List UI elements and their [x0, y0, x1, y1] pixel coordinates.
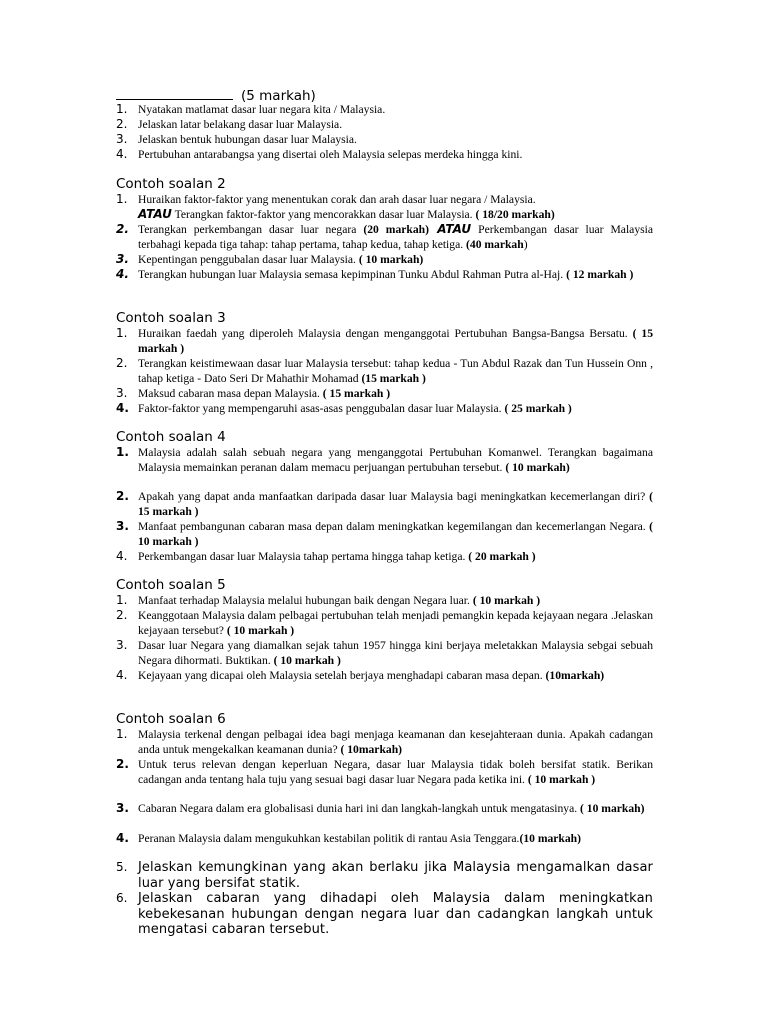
item-number: 1. — [116, 445, 129, 459]
item-text — [138, 356, 653, 386]
marks-label: ( 10markah) — [340, 743, 403, 756]
question-text: Faktor-faktor yang mempengaruhi asas-asas penggubalan dasar luar Malaysia. — [138, 402, 505, 415]
item-text — [138, 489, 653, 519]
item-number: 2. — [116, 489, 129, 503]
item-number: 1. — [116, 727, 128, 741]
question-text: Maksud cabaran masa depan Malaysia. — [138, 387, 323, 400]
marks-label: (15 markah ) — [361, 372, 426, 385]
item-number: 1. — [116, 593, 128, 607]
marks-label: ( 15 markah ) — [138, 490, 653, 518]
marks-label: ( 10 markah) — [580, 802, 645, 815]
question-text: Keanggotaan Malaysia dalam pelbagai pertubuhan telah menjadi pemangkin kepada kejayaan negara .Jelaskan kejayaan tersebut? — [138, 609, 653, 637]
question-text: Kejayaan yang dicapai oleh Malaysia setelah berjaya menghadapi cabaran masa depan. — [138, 669, 546, 682]
item-number: 4. — [116, 267, 129, 281]
item-text — [138, 668, 653, 683]
item-number: 1. — [116, 326, 128, 340]
marks-label: ( 10 markah ) — [472, 594, 541, 607]
marks-label: ( 15 markah ) — [322, 387, 391, 400]
section-3-title: Contoh soalan 3 — [116, 310, 226, 326]
question-text: Dasar luar Negara yang diamalkan sejak tahun 1957 hingga kini berjaya meletakkan Malaysia sebgai sebuah Negara dihormati. Buktikan. — [138, 639, 653, 667]
item-number: 2. — [116, 222, 129, 236]
item-text: Pertubuhan antarabangsa yang disertai oleh Malaysia selepas merdeka hingga kini. — [138, 148, 523, 161]
marks-label: ( 10 markah) — [358, 253, 424, 266]
item-text — [138, 831, 653, 846]
section-2-title: Contoh soalan 2 — [116, 176, 226, 192]
item-text — [138, 638, 653, 668]
marks-label: ( 10 markah ) — [226, 624, 295, 637]
atau-label: ATAU — [428, 222, 472, 236]
item-number: 1. — [116, 102, 128, 116]
item-number: 3. — [116, 638, 128, 652]
item-text — [138, 727, 653, 757]
item-number: 6. — [116, 891, 128, 905]
question-text: Manfaat pembangunan cabaran masa depan dalam meningkatkan kegemilangan dan kecemerlangan Negara. — [138, 520, 650, 533]
item-text: Jelaskan bentuk hubungan dasar luar Malaysia. — [138, 133, 357, 146]
question-text: Perkembangan dasar luar Malaysia tahap pertama hingga tahap ketiga. — [138, 550, 469, 563]
item-text — [138, 267, 653, 282]
item-number: 3. — [116, 386, 128, 400]
question-text: Huraikan faedah yang diperoleh Malaysia dengan menganggotai Pertubuhan Bangsa-Bangsa Bersatu. — [138, 327, 633, 340]
item-number: 3. — [116, 252, 129, 266]
marks-label: ( 10 markah ) — [138, 520, 653, 548]
question-text: Apakah yang dapat anda manfaatkan daripada dasar luar Malaysia bagi meningkatkan kecemerlangan diri? — [138, 490, 650, 503]
question-text: Cabaran Negara dalam era globalisasi dunia hari ini dan langkah-langkah untuk mengatasinya. — [138, 802, 581, 815]
question-text: Terangkan keistimewaan dasar luar Malaysia tersebut: tahap kedua - Tun Abdul Razak dan Tun Hussein Onn , tahap ketiga - Dato Seri Dr Mahathir Mohamad — [138, 357, 653, 385]
item-text — [138, 519, 653, 549]
item-text — [138, 222, 653, 252]
item-text — [138, 326, 653, 356]
item-number: 4. — [116, 549, 128, 563]
item-number: 3. — [116, 801, 129, 815]
item-text: Jelaskan kemungkinan yang akan berlaku jika Malaysia mengamalkan dasar luar yang bersifat statik. — [138, 860, 653, 891]
item-number: 1. — [116, 192, 128, 206]
question-text: Terangkan hubungan luar Malaysia semasa kepimpinan Tunku Abdul Rahman Putra al-Haj. — [138, 268, 567, 281]
item-text — [138, 252, 653, 267]
marks-label: (10markah) — [545, 669, 605, 682]
item-number: 3. — [116, 132, 128, 146]
item-number: 2. — [116, 356, 128, 370]
marks-label: ( 15 markah ) — [138, 327, 653, 355]
marks-label: ( 20 markah ) — [468, 550, 536, 563]
item-text — [138, 401, 653, 416]
question-text: Terangkan faktor-faktor yang mencorakkan dasar luar Malaysia. — [171, 208, 476, 221]
atau-label: ATAU — [138, 207, 172, 221]
marks-label: ( 10 markah ) — [273, 654, 341, 667]
item-text — [138, 386, 653, 401]
marks-label: (40 markah — [466, 238, 524, 251]
marks-label: ( 25 markah ) — [504, 402, 572, 415]
question-text: Malaysia adalah salah sebuah negara yang menganggotai Pertubuhan Komanwel. Terangkan bagaimana Malaysia memainkan peranan dalam memacu perjuangan pertubuhan tersebut. — [138, 446, 653, 474]
question-text: Malaysia terkenal dengan pelbagai idea bagi menjaga keamanan dan kesejahteraan dunia. Apakah cadangan anda untuk mengekalkan keamanan dunia? — [138, 728, 653, 756]
item-text — [138, 192, 653, 222]
item-text — [138, 801, 653, 816]
question-text: Manfaat terhadap Malaysia melalui hubungan baik dengan Negara luar. — [138, 594, 473, 607]
item-number: 2. — [116, 117, 128, 131]
blank-line — [116, 88, 233, 100]
item-text — [138, 608, 653, 638]
marks-label: (10 markah) — [519, 832, 581, 845]
question-text: Huraikan faktor-faktor yang menentukan corak dan arah dasar luar negara / Malaysia. — [138, 193, 536, 206]
item-number: 2. — [116, 608, 128, 622]
section-1-marks: (5 markah) — [241, 88, 316, 104]
marks-label: ( 18/20 markah) — [475, 208, 555, 221]
item-number: 4. — [116, 147, 128, 161]
marks-label: ( 12 markah ) — [566, 268, 634, 281]
question-text: Perkembangan dasar luar Malaysia terbahagi kepada tiga tahap: tahap pertama, tahap kedua, tahap ketiga. — [138, 223, 653, 251]
question-text: Untuk terus relevan dengan keperluan Negara, dasar luar Malaysia tidak boleh bersifat statik. Berikan cadangan anda tentang hala tuju yang sesuai bagi dasar luar Negara pada ketika ini. — [138, 758, 653, 786]
item-number: 2. — [116, 757, 129, 771]
marks-label: (20 markah) — [363, 223, 429, 236]
marks-label: ( 10 markah) — [505, 461, 570, 474]
item-text: Jelaskan cabaran yang dihadapi oleh Malaysia dalam meningkatkan kebekesanan hubungan dengan negara luar dan cadangkan langkah untuk mengatasi cabaran tersebut. — [138, 891, 653, 937]
item-number: 4. — [116, 668, 128, 682]
item-number: 4. — [116, 401, 129, 415]
section-5-title: Contoh soalan 5 — [116, 577, 226, 593]
closing-paren: ) — [523, 238, 528, 251]
item-text: Nyatakan matlamat dasar luar negara kita / Malaysia. — [138, 103, 386, 116]
question-text: Peranan Malaysia dalam mengukuhkan kestabilan politik di rantau Asia Tenggara. — [138, 832, 520, 845]
question-text: Terangkan perkembangan dasar luar negara — [138, 223, 364, 236]
item-text: Jelaskan latar belakang dasar luar Malaysia. — [138, 118, 343, 131]
item-text — [138, 593, 653, 608]
section-6-title: Contoh soalan 6 — [116, 711, 226, 727]
marks-label: ( 10 markah ) — [527, 773, 596, 786]
item-number: 3. — [116, 519, 129, 533]
section-4-title: Contoh soalan 4 — [116, 429, 226, 445]
item-text — [138, 445, 653, 475]
question-text: Kepentingan penggubalan dasar luar Malaysia. — [138, 253, 359, 266]
item-text — [138, 549, 653, 564]
item-number: 5. — [116, 860, 128, 874]
item-number: 4. — [116, 831, 129, 845]
item-text — [138, 757, 653, 787]
